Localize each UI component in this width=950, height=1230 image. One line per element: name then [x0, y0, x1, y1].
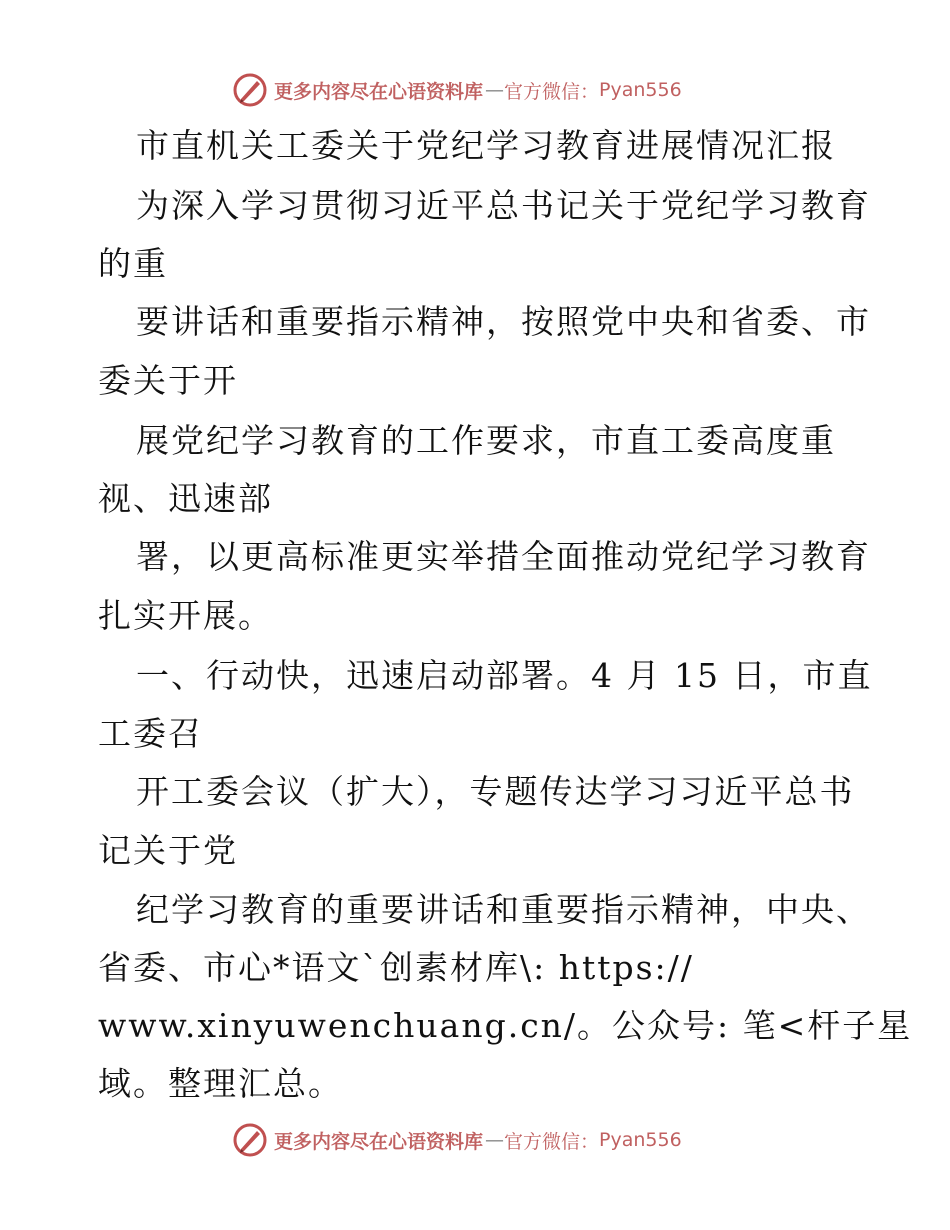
- paragraph-line: 委关于开: [98, 361, 238, 400]
- paragraph-line: 视、迅速部: [98, 479, 273, 518]
- watermark-banner-top: [232, 70, 682, 110]
- watermark-banner-bottom: [232, 1120, 682, 1160]
- paragraph-line: 记关于党: [98, 831, 238, 870]
- paragraph-line: 省委、市心*语文`创素材库\: https://: [98, 948, 694, 987]
- paragraph-line: 为深入学习贯彻习近平总书记关于党纪学习教育: [136, 186, 871, 225]
- watermark-text: 更多内容尽在心语资料库: [274, 80, 484, 103]
- paragraph-line: 开工委会议（扩大），专题传达学习习近平总书: [136, 772, 855, 811]
- paragraph-line: 要讲话和重要指示精神，按照党中央和省委、市: [136, 302, 871, 341]
- watermark-dash: —: [485, 79, 505, 101]
- document-title: 市直机关工委关于党纪学习教育进展情况汇报: [136, 126, 836, 165]
- paragraph-line: 工委召: [98, 714, 203, 753]
- paragraph-line: 纪学习教育的重要讲话和重要指示精神，中央、: [136, 890, 871, 929]
- pen-logo-icon: [232, 1122, 268, 1158]
- watermark-dash: —: [485, 1129, 505, 1151]
- pen-logo-icon: [232, 72, 268, 108]
- paragraph-line: 域。整理汇总。: [98, 1064, 343, 1103]
- paragraph-line: 展党纪学习教育的工作要求，市直工委高度重: [136, 421, 836, 460]
- watermark-wechat-id: Pyan556: [599, 79, 682, 101]
- watermark-wechat-label: 官方微信：: [504, 1130, 600, 1153]
- watermark-text: 更多内容尽在心语资料库: [274, 1130, 484, 1153]
- paragraph-line: 扎实开展。: [98, 596, 273, 635]
- watermark-wechat-label: 官方微信：: [504, 80, 600, 103]
- paragraph-line: 署，以更高标准更实举措全面推动党纪学习教育: [136, 537, 871, 576]
- paragraph-line: 一、行动快，迅速启动部署。4 月 15 日，市直: [136, 656, 873, 695]
- paragraph-line: 的重: [98, 244, 168, 283]
- paragraph-line: www.xinyuwenchuang.cn/。公众号: 笔<杆子星: [98, 1006, 913, 1045]
- watermark-wechat-id: Pyan556: [599, 1129, 682, 1151]
